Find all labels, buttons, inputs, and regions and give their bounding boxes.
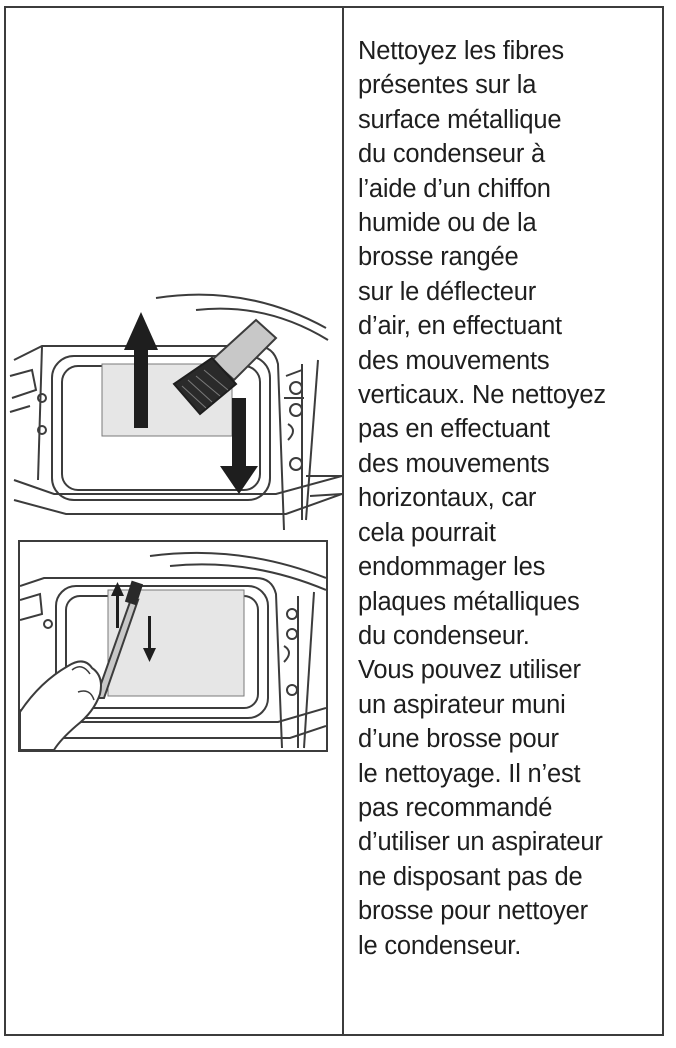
instruction-line: des mouvements (358, 449, 550, 478)
instruction-line: sur le déflecteur (358, 277, 537, 306)
instruction-line: des mouvements (358, 346, 550, 375)
instruction-line: le nettoyage. Il n’est (358, 759, 581, 788)
instruction-line: du condenseur à (358, 140, 545, 169)
instruction-line: Nettoyez les fibres (358, 37, 564, 65)
instruction-line: d’utiliser un aspirateur (358, 828, 603, 857)
illustration-brush-cleaning (6, 280, 342, 530)
instruction-line: l’aide d’un chiffon (358, 174, 551, 203)
instruction-line: pas en effectuant (358, 415, 550, 444)
instruction-line: surface métallique (358, 105, 562, 134)
instruction-text (358, 34, 662, 963)
instruction-line: le condenseur. (358, 931, 522, 960)
instruction-line: Vous pouvez utiliser (358, 656, 581, 685)
instruction-line: cela pourrait (358, 518, 496, 547)
text-column (344, 8, 662, 1034)
instruction-line: humide ou de la (358, 209, 537, 238)
instruction-line: présentes sur la (358, 71, 537, 100)
instruction-line: ne disposant pas de (358, 862, 583, 891)
illustration-column (6, 8, 342, 1034)
instruction-line: endommager les (358, 553, 546, 582)
instruction-line: plaques métalliques (358, 587, 580, 616)
instruction-line: un aspirateur muni (358, 690, 566, 719)
instruction-line: du condenseur. (358, 621, 530, 650)
instruction-line: brosse rangée (358, 243, 519, 272)
instruction-line: verticaux. Ne nettoyez (358, 381, 606, 410)
instruction-line: horizontaux, car (358, 484, 537, 513)
instruction-line: brosse pour nettoyer (358, 897, 588, 926)
illustration-hand-brush (18, 540, 328, 752)
instruction-line: pas recommandé (358, 793, 553, 822)
instruction-line: d’air, en effectuant (358, 312, 562, 341)
instruction-line: d’une brosse pour (358, 725, 559, 754)
